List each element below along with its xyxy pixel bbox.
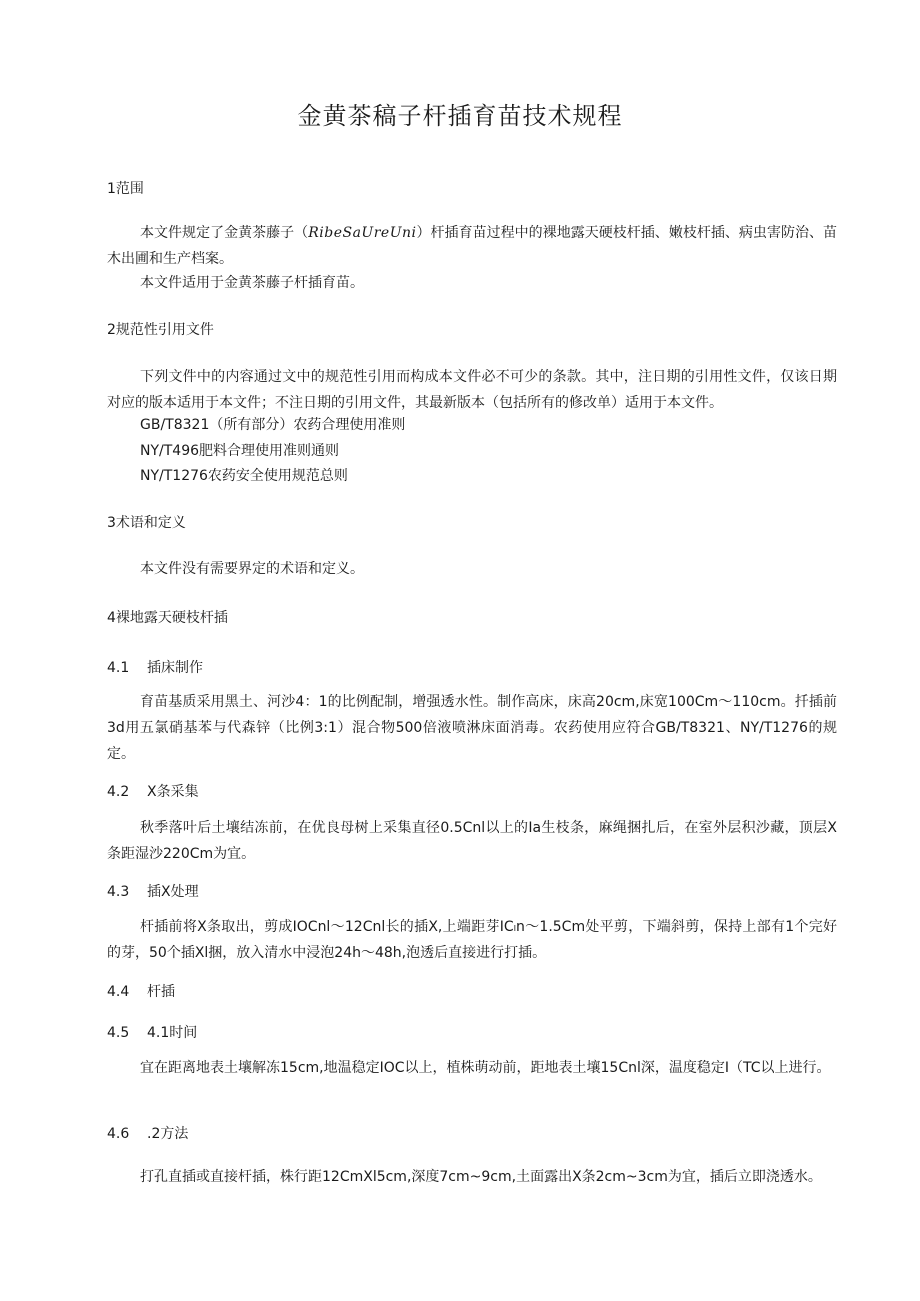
- section-heading-normative-references: 2规范性引用文件: [107, 322, 214, 338]
- subsection-heading-4-5: [107, 1022, 197, 1044]
- subsection-heading-4-1: [107, 657, 203, 679]
- scope-paragraph: [107, 220, 837, 272]
- scope-text-part2: ）杆插育苗过程中的裸地露天硬枝杆插、嫩枝杆插、病虫害防治、苗木出圃和生产档案。: [107, 225, 838, 267]
- subsection-number: 4.1: [107, 660, 130, 676]
- reference-item: GB/T8321（所有部分）农药合理使用准则: [140, 417, 406, 433]
- subsection-heading-4-6: [107, 1123, 188, 1145]
- subsection-title: 4.1时间: [147, 1025, 198, 1041]
- subsection-title: X条采集: [147, 784, 199, 800]
- subsection-heading-4-3: [107, 881, 199, 903]
- section-heading-hardwood-cutting: 4裸地露天硬枝杆插: [107, 610, 228, 626]
- subsection-heading-4-2: [107, 781, 199, 803]
- subsection-heading-4-4: [107, 981, 175, 1003]
- subsection-title: 插X处理: [147, 884, 199, 900]
- normative-references-paragraph: 下列文件中的内容通过文中的规范性引用而构成本文件必不可少的条款。其中，注日期的引用性文件，仅该日期对应的版本适用于本文件；不注日期的引用文件，其最新版本（包括所有的修改单）适用于本文件。: [107, 369, 837, 411]
- subsection-title: .2方法: [147, 1126, 189, 1142]
- cutting-treatment-paragraph: 杆插前将X条取出，剪成IOCnl～12Cnl长的插X,上端距芽ICₗn～1.5Cm处平剪，下端斜剪，保持上部有1个完好的芽，50个插Xl捆，放入清水中浸泡24h～48h,泡透后直接进行打插。: [107, 919, 837, 961]
- reference-item: NY/T496肥料合理使用准则通则: [140, 443, 340, 459]
- scope-applicability: 本文件适用于金黄茶藤子杆插育苗。: [140, 275, 364, 291]
- reference-item: NY/T1276农药安全使用规范总则: [140, 468, 348, 484]
- subsection-number: 4.3: [107, 884, 130, 900]
- cutting-collection-paragraph: 秋季落叶后土壤结冻前，在优良母树上采集直径0.5Cnl以上的Ia生枝条，麻绳捆扎后，在室外层积沙藏，顶层X条距湿沙220Cm为宜。: [107, 820, 837, 862]
- subsection-number: 4.6: [107, 1126, 130, 1142]
- document-title: 金黄茶稿子杆插育苗技术规程: [297, 102, 623, 130]
- section-heading-scope: 1范围: [107, 181, 144, 197]
- terms-paragraph: 本文件没有需要界定的术语和定义。: [140, 561, 364, 577]
- timing-paragraph: 宜在距离地表土壤解冻15cm,地温稳定IOC以上，植株萌动前，距地表土壤15Cnl深，温度稳定I（TC以上进行。: [140, 1060, 831, 1076]
- subsection-title: 杆插: [147, 984, 175, 1000]
- subsection-number: 4.4: [107, 984, 130, 1000]
- subsection-number: 4.5: [107, 1025, 130, 1041]
- latin-name: RibeSaUreUni: [308, 225, 417, 241]
- subsection-number: 4.2: [107, 784, 130, 800]
- method-paragraph: 打孔直插或直接杆插，株行距12CmXl5cm,深度7cm~9cm,土面露出X条2cm~3cm为宜，插后立即浇透水。: [140, 1169, 822, 1185]
- scope-text-part1: 本文件规定了金黄茶藤子（: [140, 225, 309, 241]
- subsection-title: 插床制作: [147, 660, 203, 676]
- section-heading-terms: 3术语和定义: [107, 515, 186, 531]
- seedbed-paragraph: 育苗基质采用黑土、河沙4：1的比例配制，增强透水性。制作高床，床高20cm,床宽100Cm～110cm。扦插前3d用五氯硝基苯与代森锌（比例3:1）混合物500倍液喷淋床面消毒。农药使用应符合GB/T8321、NY/T1276的规定。: [107, 694, 837, 762]
